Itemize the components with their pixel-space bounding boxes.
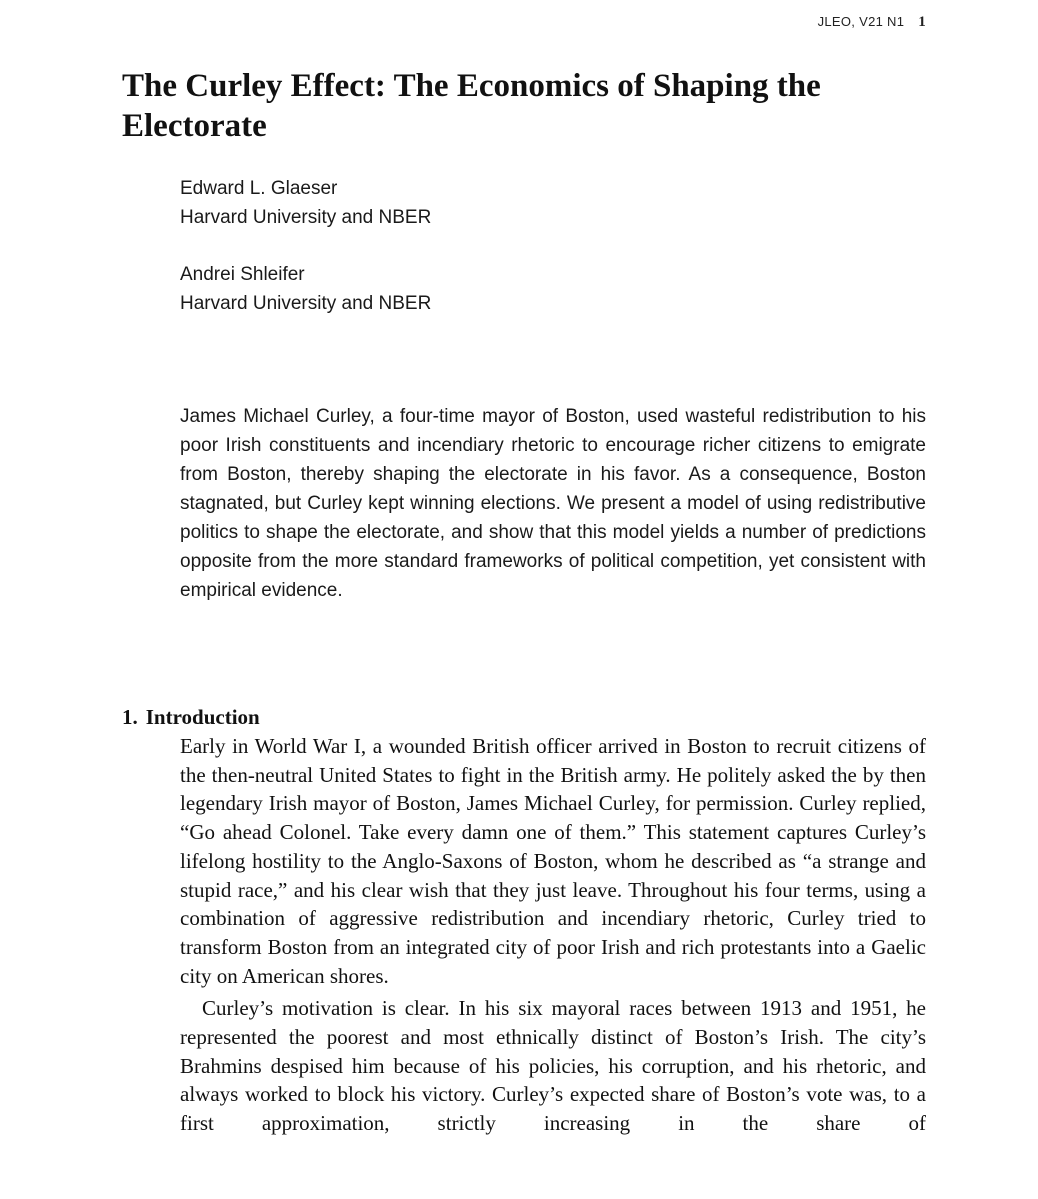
author-name: Edward L. Glaeser: [180, 178, 338, 199]
author-list: [180, 174, 431, 346]
author-affiliation: Harvard University and NBER: [180, 207, 432, 228]
author-affiliation: Harvard University and NBER: [180, 293, 432, 314]
abstract: James Michael Curley, a four-time mayor of Boston, used wasteful redistribution to his poor Irish constituents and incendiary rhetoric to encourage richer citizens to emigrate from Boston, thereby shaping the electorate in his favor. As a consequence, Boston stagnated, but Curley kept winning elections. We present a model of using redistributive politics to shape the electorate, and show that this model yields a number of predictions opposite from the more standard frameworks of political competition, yet consistent with empirical evidence.: [180, 406, 926, 601]
author-name: Andrei Shleifer: [180, 264, 305, 285]
author-block: [180, 260, 431, 318]
journal-citation: JLEO, V21 N1: [817, 14, 905, 29]
section-body: [180, 732, 926, 1138]
section-number: 1.: [122, 705, 138, 729]
paper-title: The Curley Effect: The Economics of Shaping the Electorate: [122, 68, 821, 144]
running-head: [818, 14, 926, 31]
body-paragraph: Early in World War I, a wounded British officer arrived in Boston to recruit citizens of the then-neutral United States to fight in the British army. He politely asked the by then legendary Irish mayor of Boston, James Michael Curley, for permission. Curley replied, “Go ahead Colonel. Take every damn one of them.” This statement captures Curley’s lifelong hostility to the Anglo-Saxons of Boston, whom he described as “a strange and stupid race,” and his clear wish that they just leave. Throughout his four terms, using a combination of aggressive redistribution and incendiary rhetoric, Curley tried to transform Boston from an integrated city of poor Irish and rich protestants into a Gaelic city on American shores.: [180, 734, 926, 988]
author-block: [180, 174, 431, 232]
body-paragraph: Curley’s motivation is clear. In his six mayoral races between 1913 and 1951, he represented the poorest and most ethnically distinct of Boston’s Irish. The city’s Brahmins despised him because of his policies, his corruption, and his rhetoric, and always worked to block his victory. Curley’s expected share of Boston’s vote was, to a first approximation, strictly increasing in the share of: [180, 996, 926, 1136]
page-number: 1: [918, 14, 926, 30]
section-heading: [122, 703, 260, 731]
section-title: Introduction: [145, 705, 260, 729]
